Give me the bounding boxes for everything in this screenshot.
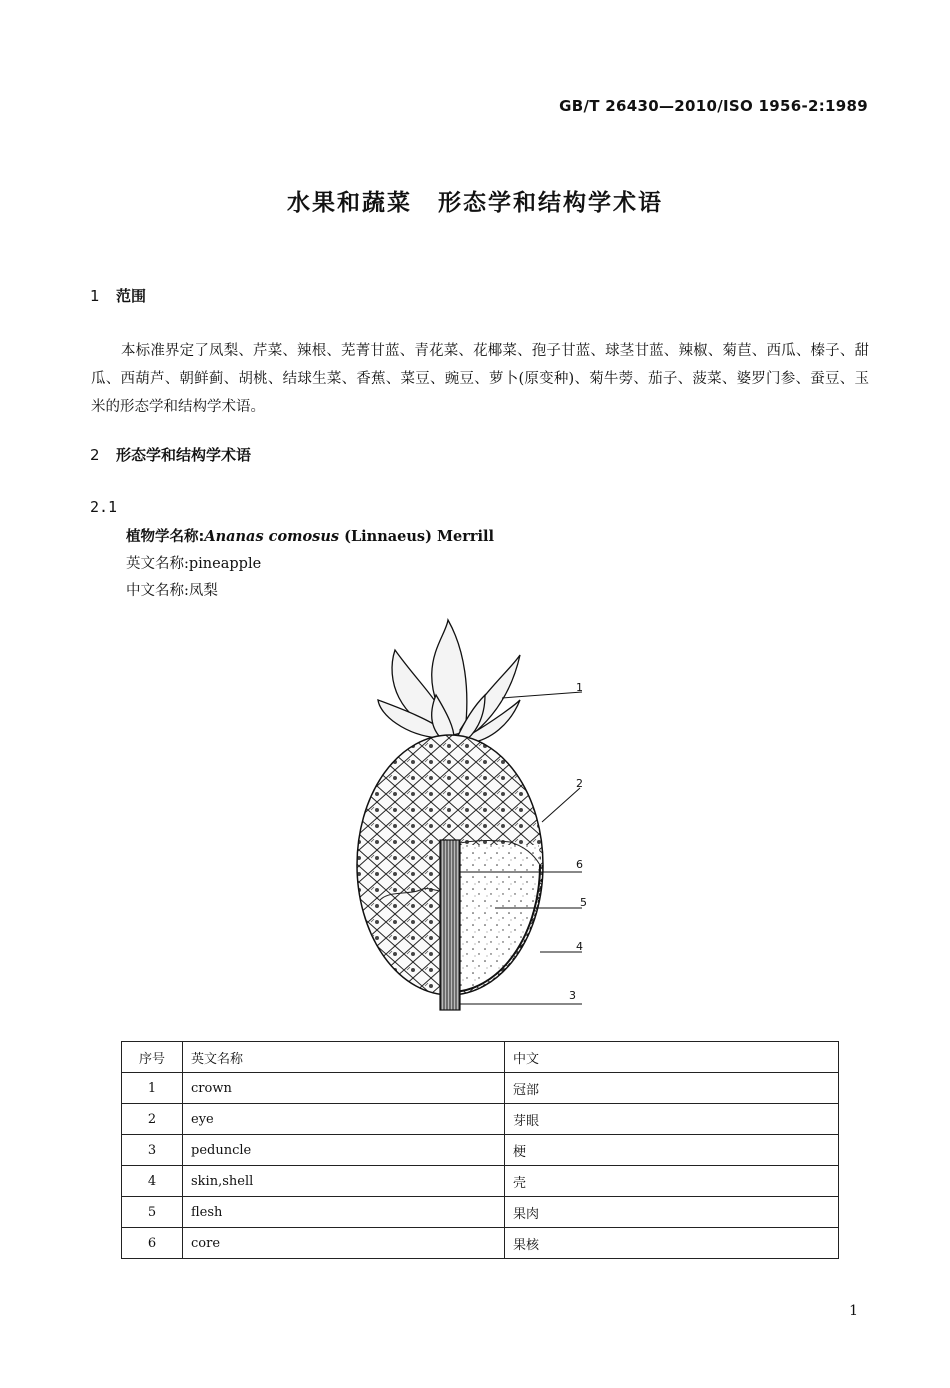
document-title <box>0 184 950 217</box>
row-english: core <box>183 1228 505 1259</box>
terms-table <box>121 1041 839 1259</box>
callout-6: 6 <box>576 858 583 871</box>
english-name: pineapple <box>188 556 262 572</box>
header-chinese: 中文 <box>505 1042 839 1073</box>
table-row <box>122 1228 839 1259</box>
row-number: 4 <box>122 1166 183 1197</box>
table-row <box>122 1166 839 1197</box>
row-chinese: 壳 <box>505 1166 839 1197</box>
chinese-name-line <box>126 579 218 600</box>
botanical-label: 植物学名称: <box>126 529 205 545</box>
table-row <box>122 1073 839 1104</box>
botanical-name: Ananas comosus <box>204 528 340 545</box>
row-number: 1 <box>122 1073 183 1104</box>
row-number: 3 <box>122 1135 183 1166</box>
section-title: 范围 <box>116 287 147 305</box>
row-chinese: 芽眼 <box>505 1104 839 1135</box>
standard-code: GB/T 26430—2010/ISO 1956-2:1989 <box>559 97 868 115</box>
table-row <box>122 1104 839 1135</box>
section-title: 形态学和结构学术语 <box>116 446 252 464</box>
callout-3: 3 <box>569 989 576 1002</box>
entry-number: 2.1 <box>90 498 118 516</box>
fruit-core <box>440 840 460 1010</box>
row-english: eye <box>183 1104 505 1135</box>
section-2-heading <box>90 444 251 465</box>
botanical-name-line <box>126 525 494 546</box>
row-chinese: 冠部 <box>505 1073 839 1104</box>
row-english: skin,shell <box>183 1166 505 1197</box>
row-english: crown <box>183 1073 505 1104</box>
botanical-author: (Linnaeus) Merrill <box>339 528 495 545</box>
row-chinese: 果肉 <box>505 1197 839 1228</box>
pineapple-diagram <box>350 610 600 1015</box>
callout-5: 5 <box>580 896 587 909</box>
title-part-2: 形态学和结构学术语 <box>438 190 663 216</box>
callout-1: 1 <box>576 681 583 694</box>
row-english: peduncle <box>183 1135 505 1166</box>
row-chinese: 梗 <box>505 1135 839 1166</box>
section-number: 2 <box>90 446 100 464</box>
table-row <box>122 1135 839 1166</box>
section-number: 1 <box>90 287 100 305</box>
english-name-line <box>126 552 261 573</box>
page-number: 1 <box>849 1303 858 1319</box>
chinese-label: 中文名称: <box>126 583 189 599</box>
title-part-1: 水果和蔬菜 <box>287 190 412 216</box>
table-row <box>122 1197 839 1228</box>
row-english: flesh <box>183 1197 505 1228</box>
callout-4: 4 <box>576 940 583 953</box>
section-1-heading <box>90 285 146 306</box>
scope-paragraph: 本标准界定了凤梨、芹菜、辣根、芜菁甘蓝、青花菜、花椰菜、孢子甘蓝、球茎甘蓝、辣椒、菊苣、西瓜、榛子、甜瓜、西葫芦、朝鲜蓟、胡桃、结球生菜、香蕉、菜豆、豌豆、萝卜(原变种)、菊牛蒡、茄子、菠菜、婆罗门参、蚕豆、玉米的形态学和结构学术语。 <box>91 343 869 415</box>
table-header-row <box>122 1042 839 1073</box>
row-number: 6 <box>122 1228 183 1259</box>
row-number: 5 <box>122 1197 183 1228</box>
header-english: 英文名称 <box>183 1042 505 1073</box>
english-label: 英文名称: <box>126 556 189 572</box>
row-number: 2 <box>122 1104 183 1135</box>
crown <box>378 620 520 743</box>
callout-2: 2 <box>576 777 583 790</box>
chinese-name: 凤梨 <box>188 583 218 599</box>
header-number: 序号 <box>122 1042 183 1073</box>
row-chinese: 果核 <box>505 1228 839 1259</box>
